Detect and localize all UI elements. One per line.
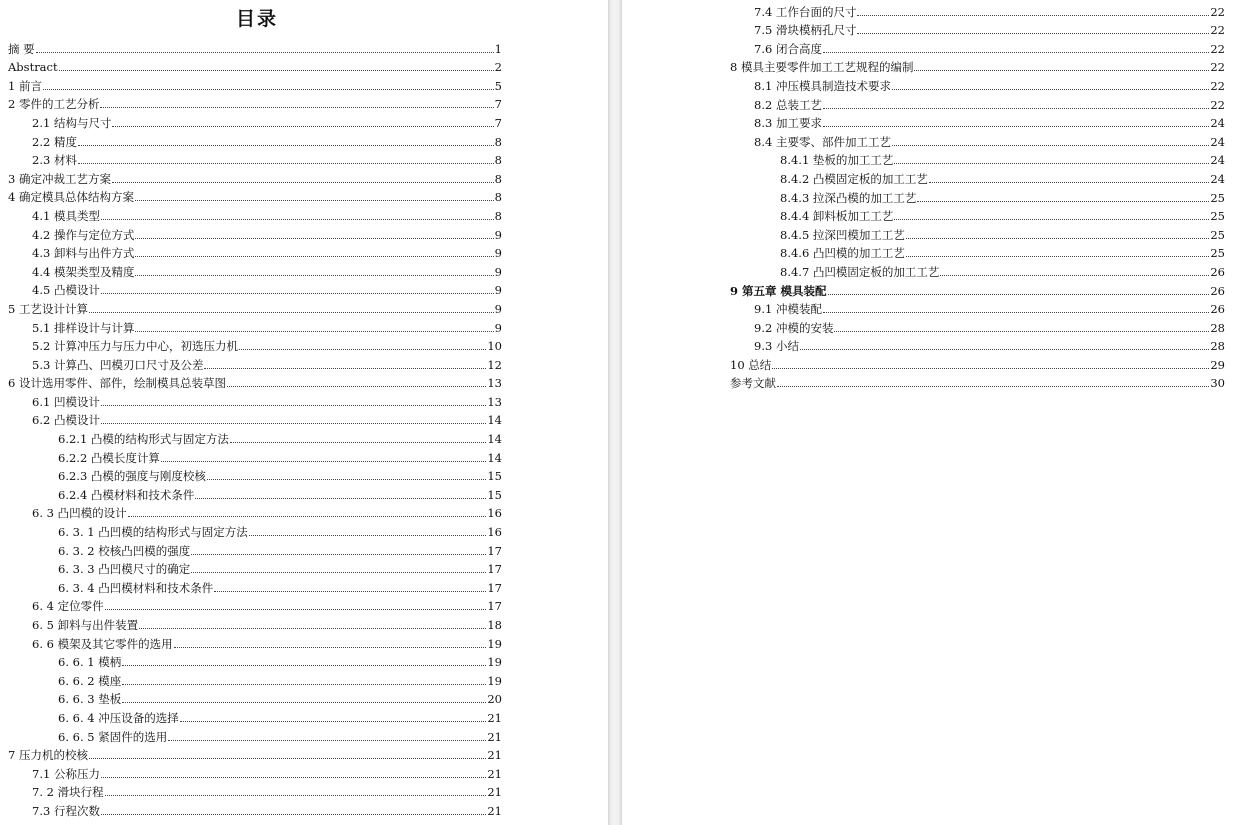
toc-entry-label: 2.2 精度 bbox=[32, 134, 77, 149]
toc-entry-page-number: 24 bbox=[1210, 171, 1225, 186]
toc-entry[interactable] bbox=[8, 316, 502, 335]
toc-entry[interactable] bbox=[8, 595, 502, 614]
toc-entry[interactable] bbox=[8, 502, 502, 521]
dot-leader bbox=[105, 609, 487, 610]
document-page-right bbox=[622, 0, 1233, 825]
dot-leader bbox=[59, 70, 494, 71]
dot-leader bbox=[128, 516, 487, 517]
toc-entry[interactable] bbox=[8, 56, 502, 75]
toc-entry-page-number: 26 bbox=[1210, 302, 1225, 317]
dot-leader bbox=[135, 256, 493, 257]
toc-entry-label: 6. 5 卸料与出件装置 bbox=[32, 618, 139, 632]
toc-entry[interactable] bbox=[730, 353, 1225, 372]
toc-entry-label: 8.4.3 拉深凸模的加工工艺 bbox=[780, 190, 917, 205]
toc-entry-label: 4.2 操作与定位方式 bbox=[32, 227, 135, 242]
dot-leader bbox=[112, 126, 493, 127]
dot-leader bbox=[227, 386, 486, 387]
toc-entry[interactable] bbox=[8, 539, 502, 558]
toc-entry[interactable] bbox=[730, 242, 1225, 261]
toc-entry-page-number: 2 bbox=[494, 60, 502, 75]
toc-entry[interactable] bbox=[730, 130, 1225, 149]
toc-entry-page-number: 17 bbox=[487, 562, 502, 577]
toc-entry[interactable] bbox=[730, 186, 1225, 205]
toc-entry[interactable] bbox=[730, 167, 1225, 186]
toc-entry-page-number: 25 bbox=[1210, 246, 1225, 261]
toc-entry-label: 9.3 小结 bbox=[754, 339, 799, 354]
toc-entry-page-number: 21 bbox=[487, 748, 502, 763]
toc-entry-label: 7.3 行程次数 bbox=[32, 803, 100, 818]
toc-entry[interactable] bbox=[8, 446, 502, 465]
dot-leader bbox=[174, 647, 487, 648]
dot-leader bbox=[204, 368, 486, 369]
toc-entry[interactable] bbox=[730, 205, 1225, 224]
toc-entry-page-number: 18 bbox=[487, 618, 502, 632]
toc-entry-label: 8.4.5 拉深凹模加工工艺 bbox=[780, 227, 905, 242]
toc-entry[interactable] bbox=[8, 669, 502, 688]
dot-leader bbox=[894, 219, 1209, 220]
toc-entry-label: 6.2.3 凸模的强度与刚度校核 bbox=[58, 469, 206, 484]
dot-leader bbox=[892, 89, 1209, 90]
toc-entry[interactable] bbox=[8, 372, 502, 391]
dot-leader bbox=[834, 331, 1209, 332]
toc-entry-page-number: 17 bbox=[487, 580, 502, 595]
toc-entry-label: 摘 要 bbox=[8, 41, 35, 56]
toc-entry-page-number: 9 bbox=[494, 283, 502, 298]
toc-entry-label: 6.2.2 凸模长度计算 bbox=[58, 450, 160, 465]
toc-entry-page-number: 14 bbox=[487, 432, 502, 447]
dot-leader bbox=[857, 15, 1209, 16]
toc-list-left bbox=[8, 37, 502, 818]
dot-leader bbox=[230, 442, 486, 443]
toc-entry[interactable] bbox=[8, 93, 502, 112]
toc-entry[interactable] bbox=[730, 149, 1225, 168]
toc-entry-page-number: 8 bbox=[494, 208, 502, 223]
document-page-left bbox=[0, 0, 608, 825]
toc-entry[interactable] bbox=[8, 762, 502, 781]
toc-entry[interactable] bbox=[730, 335, 1225, 354]
toc-entry-page-number: 9 bbox=[494, 301, 502, 316]
dot-leader bbox=[89, 758, 486, 759]
dot-leader bbox=[180, 721, 487, 722]
toc-entry-label: 4.5 凸模设计 bbox=[32, 283, 100, 298]
dot-leader bbox=[122, 684, 486, 685]
dot-leader bbox=[772, 368, 1209, 369]
toc-entry-label: 5.1 排样设计与计算 bbox=[32, 320, 135, 335]
dot-leader bbox=[940, 275, 1209, 276]
toc-entry-label: 2.3 材料 bbox=[32, 153, 77, 168]
toc-entry-page-number: 22 bbox=[1210, 78, 1225, 93]
toc-entry[interactable] bbox=[730, 223, 1225, 242]
toc-entry-page-number: 24 bbox=[1210, 134, 1225, 149]
toc-entry-label: 4 确定模具总体结构方案 bbox=[8, 190, 134, 205]
toc-entry[interactable] bbox=[8, 651, 502, 670]
toc-entry-page-number: 8 bbox=[494, 134, 502, 149]
toc-title: 目录 bbox=[235, 8, 278, 30]
dot-leader bbox=[823, 126, 1209, 127]
toc-entry[interactable] bbox=[730, 19, 1225, 38]
toc-entry-page-number: 7 bbox=[494, 97, 502, 112]
dot-leader bbox=[892, 145, 1209, 146]
dot-leader bbox=[101, 405, 486, 406]
toc-entry-label: 6.2 凸模设计 bbox=[32, 413, 100, 428]
toc-entry-label: 5 工艺设计计算 bbox=[8, 301, 88, 316]
dot-leader bbox=[906, 256, 1209, 257]
dot-leader bbox=[135, 275, 493, 276]
toc-entry-page-number: 8 bbox=[494, 153, 502, 168]
toc-entry-page-number: 13 bbox=[487, 376, 502, 391]
toc-entry[interactable] bbox=[730, 112, 1225, 131]
toc-entry-label: 8.4 主要零、部件加工工艺 bbox=[754, 134, 891, 149]
toc-entry[interactable] bbox=[8, 799, 502, 818]
toc-entry-label: Abstract bbox=[8, 60, 58, 75]
toc-entry-page-number: 15 bbox=[487, 487, 502, 502]
toc-entry[interactable] bbox=[8, 186, 502, 205]
dot-leader bbox=[191, 554, 486, 555]
toc-entry-page-number: 16 bbox=[487, 525, 502, 540]
toc-entry-label: 6. 3. 2 校核凸凹模的强度 bbox=[58, 543, 191, 558]
toc-entry-label: 6. 4 定位零件 bbox=[32, 599, 104, 614]
toc-entry-label: 6. 6. 5 紧固件的选用 bbox=[58, 729, 168, 744]
dot-leader bbox=[101, 219, 494, 220]
toc-entry-page-number: 10 bbox=[487, 339, 502, 354]
dot-leader bbox=[78, 145, 494, 146]
toc-entry-page-number: 8 bbox=[494, 171, 502, 186]
toc-entry[interactable] bbox=[8, 725, 502, 744]
dot-leader bbox=[135, 331, 493, 332]
toc-entry-page-number: 22 bbox=[1210, 41, 1225, 56]
toc-entry-label: 5.3 计算凸、凹模刃口尺寸及公差 bbox=[32, 357, 204, 372]
toc-entry-label: 8.2 总装工艺 bbox=[754, 97, 822, 112]
dot-leader bbox=[777, 386, 1209, 387]
toc-entry-page-number: 19 bbox=[487, 673, 502, 688]
dot-leader bbox=[800, 349, 1209, 350]
toc-entry[interactable] bbox=[8, 279, 502, 298]
toc-entry-label: 6.1 凹模设计 bbox=[32, 394, 100, 409]
toc-entry[interactable] bbox=[8, 74, 502, 93]
toc-entry-page-number: 25 bbox=[1210, 190, 1225, 205]
toc-entry-page-number: 21 bbox=[487, 710, 502, 725]
toc-entry-page-number: 19 bbox=[487, 636, 502, 651]
toc-entry-page-number: 9 bbox=[494, 246, 502, 261]
toc-entry-page-number: 8 bbox=[494, 190, 502, 205]
toc-entry[interactable] bbox=[8, 706, 502, 725]
toc-entry[interactable] bbox=[8, 576, 502, 595]
toc-entry[interactable] bbox=[8, 242, 502, 261]
toc-entry-label: 参考文献 bbox=[730, 376, 776, 391]
toc-entry-page-number: 15 bbox=[487, 469, 502, 484]
toc-entry[interactable] bbox=[8, 632, 502, 651]
dot-leader bbox=[161, 461, 486, 462]
toc-entry-page-number: 19 bbox=[487, 655, 502, 670]
toc-entry[interactable] bbox=[8, 744, 502, 763]
toc-entry-page-number: 22 bbox=[1210, 60, 1225, 75]
page-gutter bbox=[608, 0, 622, 825]
toc-entry-label: 6.2.4 凸模材料和技术条件 bbox=[58, 487, 195, 502]
toc-entry[interactable] bbox=[730, 56, 1225, 75]
dot-leader bbox=[857, 33, 1209, 34]
toc-entry[interactable] bbox=[8, 149, 502, 168]
toc-entry-page-number: 20 bbox=[487, 692, 502, 707]
toc-entry[interactable] bbox=[730, 37, 1225, 56]
toc-entry-page-number: 17 bbox=[487, 599, 502, 614]
toc-entry-label: 7.6 闭合高度 bbox=[754, 41, 822, 56]
toc-entry-label: 8 模具主要零件加工工艺规程的编制 bbox=[730, 60, 914, 75]
toc-entry-label: 6 设计选用零件、部件，绘制模具总装草图 bbox=[8, 376, 226, 391]
dot-leader bbox=[207, 479, 486, 480]
toc-entry-label: 10 总结 bbox=[730, 357, 772, 372]
toc-entry-label: 4.4 模架类型及精度 bbox=[32, 264, 135, 279]
toc-entry[interactable] bbox=[8, 427, 502, 446]
dot-leader bbox=[929, 182, 1209, 183]
toc-entry[interactable] bbox=[730, 74, 1225, 93]
toc-entry[interactable] bbox=[730, 93, 1225, 112]
dot-leader bbox=[195, 498, 486, 499]
toc-entry-label: 6. 6 模架及其它零件的选用 bbox=[32, 636, 173, 651]
toc-entry[interactable] bbox=[8, 613, 502, 632]
toc-entry-page-number: 9 bbox=[494, 264, 502, 279]
toc-entry[interactable] bbox=[8, 335, 502, 354]
toc-entry-page-number: 16 bbox=[487, 506, 502, 521]
toc-entry-label: 7. 2 滑块行程 bbox=[32, 785, 104, 800]
toc-entry-label: 9.1 冲模装配 bbox=[754, 302, 822, 317]
toc-entry-page-number: 26 bbox=[1210, 283, 1225, 298]
dot-leader bbox=[168, 740, 486, 741]
dot-leader bbox=[112, 182, 494, 183]
toc-entry-page-number: 24 bbox=[1210, 153, 1225, 168]
toc-entry-label: 5.2 计算冲压力与压力中心，初选压力机 bbox=[32, 339, 238, 354]
toc-entry[interactable] bbox=[8, 353, 502, 372]
toc-entry-page-number: 14 bbox=[487, 450, 502, 465]
toc-entry[interactable] bbox=[8, 465, 502, 484]
toc-entry-label: 8.4.7 凸凹模固定板的加工工艺 bbox=[780, 264, 940, 279]
toc-entry-label: 4.3 卸料与出件方式 bbox=[32, 246, 135, 261]
dot-leader bbox=[191, 572, 486, 573]
dot-leader bbox=[135, 200, 494, 201]
toc-entry-label: 8.3 加工要求 bbox=[754, 116, 822, 131]
toc-entry-page-number: 9 bbox=[494, 227, 502, 242]
dot-leader bbox=[78, 163, 494, 164]
toc-entry-label: 7.4 工作台面的尺寸 bbox=[754, 4, 857, 19]
toc-entry[interactable] bbox=[730, 279, 1225, 298]
toc-entry[interactable] bbox=[8, 483, 502, 502]
toc-entry[interactable] bbox=[8, 204, 502, 223]
toc-entry[interactable] bbox=[8, 781, 502, 800]
toc-entry-label: 6. 6. 3 垫板 bbox=[58, 692, 122, 707]
toc-entry-label: 8.1 冲压模具制造技术要求 bbox=[754, 78, 891, 93]
dot-leader bbox=[823, 108, 1209, 109]
toc-entry[interactable] bbox=[8, 390, 502, 409]
toc-entry-label: 6. 3 凸凹模的设计 bbox=[32, 506, 127, 521]
toc-entry-page-number: 7 bbox=[494, 115, 502, 130]
dot-leader bbox=[135, 238, 493, 239]
dot-leader bbox=[239, 349, 486, 350]
toc-entry-page-number: 5 bbox=[494, 78, 502, 93]
toc-entry-page-number: 24 bbox=[1210, 116, 1225, 131]
dot-leader bbox=[43, 89, 494, 90]
toc-entry[interactable] bbox=[8, 558, 502, 577]
toc-entry-label: 8.4.1 垫板的加工工艺 bbox=[780, 153, 894, 168]
dot-leader bbox=[906, 238, 1209, 239]
dot-leader bbox=[917, 201, 1209, 202]
toc-entry-label: 2.1 结构与尺寸 bbox=[32, 115, 112, 130]
dot-leader bbox=[823, 312, 1209, 313]
dot-leader bbox=[894, 163, 1209, 164]
dot-leader bbox=[101, 814, 486, 815]
toc-entry-label: 7 压力机的校核 bbox=[8, 748, 88, 763]
toc-entry[interactable] bbox=[730, 0, 1225, 19]
toc-entry[interactable] bbox=[8, 223, 502, 242]
toc-entry[interactable] bbox=[730, 372, 1225, 391]
toc-entry-page-number: 21 bbox=[487, 729, 502, 744]
toc-entry[interactable] bbox=[8, 37, 502, 56]
toc-entry[interactable] bbox=[8, 520, 502, 539]
dot-leader bbox=[101, 777, 486, 778]
toc-entry[interactable] bbox=[8, 111, 502, 130]
toc-entry[interactable] bbox=[730, 260, 1225, 279]
toc-entry-label: 7.5 滑块模柄孔尺寸 bbox=[754, 23, 857, 38]
toc-entry-page-number: 25 bbox=[1210, 227, 1225, 242]
toc-entry-page-number: 22 bbox=[1210, 97, 1225, 112]
toc-entry[interactable] bbox=[730, 316, 1225, 335]
toc-entry[interactable] bbox=[8, 260, 502, 279]
toc-entry-page-number: 12 bbox=[487, 357, 502, 372]
toc-entry-label: 7.1 公称压力 bbox=[32, 766, 100, 781]
dot-leader bbox=[101, 423, 486, 424]
dot-leader bbox=[100, 107, 493, 108]
dot-leader bbox=[101, 293, 494, 294]
toc-entry-page-number: 22 bbox=[1210, 23, 1225, 38]
toc-entry-label: 6. 6. 1 模柄 bbox=[58, 655, 122, 670]
toc-entry-page-number: 13 bbox=[487, 394, 502, 409]
toc-entry-label: 8.4.4 卸料板加工工艺 bbox=[780, 209, 894, 224]
dot-leader bbox=[139, 628, 486, 629]
toc-entry-page-number: 30 bbox=[1210, 376, 1225, 391]
toc-entry-label: 8.4.6 凸凹模的加工工艺 bbox=[780, 246, 905, 261]
toc-entry[interactable] bbox=[8, 688, 502, 707]
toc-entry[interactable] bbox=[8, 297, 502, 316]
dot-leader bbox=[249, 535, 487, 536]
toc-entry-page-number: 21 bbox=[487, 803, 502, 818]
dot-leader bbox=[89, 312, 494, 313]
toc-entry-label: 9.2 冲模的安装 bbox=[754, 320, 834, 335]
toc-entry-label: 6. 6. 4 冲压设备的选择 bbox=[58, 710, 179, 725]
toc-entry-page-number: 26 bbox=[1210, 264, 1225, 279]
toc-entry-page-number: 17 bbox=[487, 543, 502, 558]
toc-entry-page-number: 29 bbox=[1210, 357, 1225, 372]
toc-entry-page-number: 14 bbox=[487, 413, 502, 428]
toc-list-right bbox=[730, 0, 1225, 390]
toc-entry-page-number: 1 bbox=[494, 41, 502, 56]
toc-entry-label: 6. 3. 3 凸凹模尺寸的确定 bbox=[58, 562, 191, 577]
toc-entry-page-number: 21 bbox=[487, 766, 502, 781]
dot-leader bbox=[122, 702, 486, 703]
toc-entry-label: 2 零件的工艺分析 bbox=[8, 97, 100, 112]
toc-entry-page-number: 28 bbox=[1210, 339, 1225, 354]
dot-leader bbox=[214, 591, 486, 592]
toc-entry-label: 9 第五章 模具装配 bbox=[730, 283, 827, 298]
toc-entry-label: 6. 3. 1 凸凹模的结构形式与固定方法 bbox=[58, 525, 248, 540]
toc-entry-page-number: 28 bbox=[1210, 320, 1225, 335]
toc-entry[interactable] bbox=[8, 167, 502, 186]
toc-entry-label: 6. 3. 4 凸凹模材料和技术条件 bbox=[58, 580, 214, 595]
toc-entry-label: 6.2.1 凸模的结构形式与固定方法 bbox=[58, 432, 229, 447]
toc-entry-page-number: 9 bbox=[494, 320, 502, 335]
dot-leader bbox=[105, 795, 487, 796]
toc-entry-page-number: 22 bbox=[1210, 4, 1225, 19]
dot-leader bbox=[122, 665, 486, 666]
toc-entry-label: 8.4.2 凸模固定板的加工工艺 bbox=[780, 171, 928, 186]
toc-entry-label: 1 前言 bbox=[8, 78, 42, 93]
toc-entry-page-number: 25 bbox=[1210, 209, 1225, 224]
dot-leader bbox=[36, 52, 494, 53]
toc-entry-page-number: 21 bbox=[487, 785, 502, 800]
toc-entry-label: 4.1 模具类型 bbox=[32, 208, 100, 223]
toc-entry[interactable] bbox=[730, 298, 1225, 317]
toc-entry[interactable] bbox=[8, 409, 502, 428]
dot-leader bbox=[914, 70, 1209, 71]
toc-entry[interactable] bbox=[8, 130, 502, 149]
dot-leader bbox=[823, 52, 1209, 53]
toc-entry-label: 6. 6. 2 模座 bbox=[58, 673, 122, 688]
toc-entry-label: 3 确定冲裁工艺方案 bbox=[8, 171, 111, 186]
dot-leader bbox=[828, 294, 1210, 295]
